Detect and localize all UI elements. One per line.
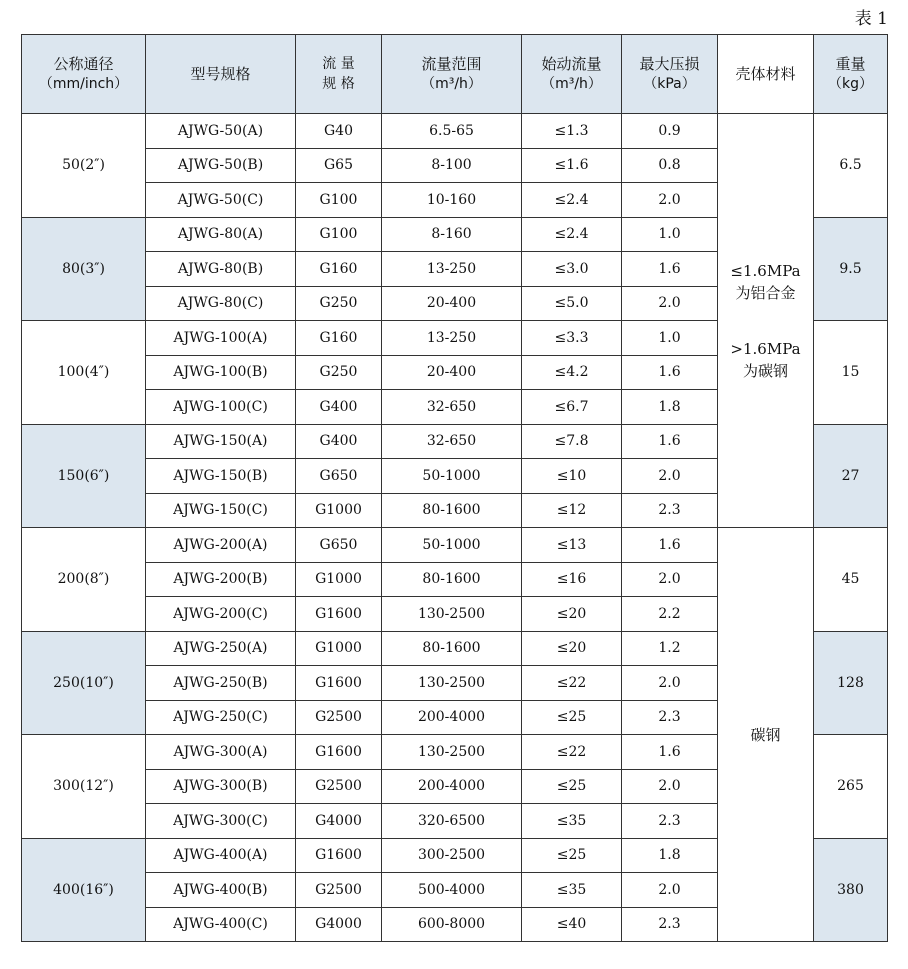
model-cell: AJWG-150(B) bbox=[146, 459, 296, 494]
flow-spec-cell: G100 bbox=[296, 183, 382, 218]
flow-range-cell: 130-2500 bbox=[382, 735, 522, 770]
nominal-diameter-cell: 250(10″) bbox=[22, 631, 146, 735]
start-flow-cell: ≤7.8 bbox=[522, 424, 622, 459]
start-flow-cell: ≤2.4 bbox=[522, 217, 622, 252]
pressure-loss-cell: 1.6 bbox=[622, 252, 718, 287]
start-flow-cell: ≤22 bbox=[522, 666, 622, 701]
header-housing-material: 壳体材料 bbox=[718, 35, 814, 114]
flow-spec-cell: G4000 bbox=[296, 907, 382, 942]
header-flow-range: 流量范围 （m³/h） bbox=[382, 35, 522, 114]
flow-range-cell: 8-100 bbox=[382, 148, 522, 183]
header-start-flow: 始动流量 （m³/h） bbox=[522, 35, 622, 114]
nominal-diameter-cell: 150(6″) bbox=[22, 424, 146, 528]
flow-spec-cell: G1600 bbox=[296, 597, 382, 632]
model-cell: AJWG-250(A) bbox=[146, 631, 296, 666]
table-row bbox=[22, 114, 888, 149]
table-caption: 表 1 bbox=[854, 9, 888, 29]
start-flow-cell: ≤2.4 bbox=[522, 183, 622, 218]
start-flow-cell: ≤3.0 bbox=[522, 252, 622, 287]
weight-cell: 6.5 bbox=[814, 114, 888, 218]
start-flow-cell: ≤25 bbox=[522, 769, 622, 804]
flow-range-cell: 200-4000 bbox=[382, 769, 522, 804]
start-flow-cell: ≤3.3 bbox=[522, 321, 622, 356]
model-cell: AJWG-250(B) bbox=[146, 666, 296, 701]
start-flow-cell: ≤25 bbox=[522, 838, 622, 873]
start-flow-cell: ≤35 bbox=[522, 873, 622, 908]
model-cell: AJWG-200(C) bbox=[146, 597, 296, 632]
flow-spec-cell: G65 bbox=[296, 148, 382, 183]
model-cell: AJWG-150(A) bbox=[146, 424, 296, 459]
flow-spec-cell: G40 bbox=[296, 114, 382, 149]
flow-spec-cell: G4000 bbox=[296, 804, 382, 839]
pressure-loss-cell: 2.3 bbox=[622, 493, 718, 528]
flow-spec-cell: G2500 bbox=[296, 769, 382, 804]
flow-spec-cell: G100 bbox=[296, 217, 382, 252]
start-flow-cell: ≤25 bbox=[522, 700, 622, 735]
flow-spec-cell: G160 bbox=[296, 252, 382, 287]
pressure-loss-cell: 1.6 bbox=[622, 355, 718, 390]
start-flow-cell: ≤10 bbox=[522, 459, 622, 494]
nominal-diameter-cell: 100(4″) bbox=[22, 321, 146, 425]
pressure-loss-cell: 2.0 bbox=[622, 769, 718, 804]
flow-range-cell: 500-4000 bbox=[382, 873, 522, 908]
start-flow-cell: ≤4.2 bbox=[522, 355, 622, 390]
pressure-loss-cell: 2.0 bbox=[622, 286, 718, 321]
model-cell: AJWG-50(B) bbox=[146, 148, 296, 183]
nominal-diameter-cell: 50(2″) bbox=[22, 114, 146, 218]
flow-spec-cell: G2500 bbox=[296, 700, 382, 735]
table-row bbox=[22, 528, 888, 563]
pressure-loss-cell: 1.2 bbox=[622, 631, 718, 666]
nominal-diameter-cell: 200(8″) bbox=[22, 528, 146, 632]
flow-spec-cell: G650 bbox=[296, 528, 382, 563]
model-cell: AJWG-400(C) bbox=[146, 907, 296, 942]
flow-spec-cell: G1000 bbox=[296, 631, 382, 666]
flow-range-cell: 80-1600 bbox=[382, 562, 522, 597]
weight-cell: 27 bbox=[814, 424, 888, 528]
header-model: 型号规格 bbox=[146, 35, 296, 114]
header-nominal-diameter: 公称通径 （mm/inch） bbox=[22, 35, 146, 114]
flow-range-cell: 20-400 bbox=[382, 355, 522, 390]
model-cell: AJWG-400(B) bbox=[146, 873, 296, 908]
pressure-loss-cell: 2.0 bbox=[622, 562, 718, 597]
pressure-loss-cell: 2.2 bbox=[622, 597, 718, 632]
pressure-loss-cell: 2.3 bbox=[622, 907, 718, 942]
weight-cell: 9.5 bbox=[814, 217, 888, 321]
material-steel-line2: 为碳钢 bbox=[742, 361, 788, 380]
model-cell: AJWG-50(A) bbox=[146, 114, 296, 149]
model-cell: AJWG-100(B) bbox=[146, 355, 296, 390]
flow-range-cell: 130-2500 bbox=[382, 597, 522, 632]
pressure-loss-cell: 1.0 bbox=[622, 217, 718, 252]
flow-spec-cell: G1600 bbox=[296, 666, 382, 701]
flow-spec-cell: G1000 bbox=[296, 562, 382, 597]
pressure-loss-cell: 2.0 bbox=[622, 666, 718, 701]
model-cell: AJWG-150(C) bbox=[146, 493, 296, 528]
flow-spec-cell: G1600 bbox=[296, 735, 382, 770]
weight-cell: 15 bbox=[814, 321, 888, 425]
start-flow-cell: ≤1.6 bbox=[522, 148, 622, 183]
flow-range-cell: 50-1000 bbox=[382, 459, 522, 494]
material-aluminium-line1: ≤1.6MPa bbox=[730, 261, 801, 280]
flow-spec-cell: G250 bbox=[296, 286, 382, 321]
start-flow-cell: ≤1.3 bbox=[522, 114, 622, 149]
pressure-loss-cell: 2.0 bbox=[622, 459, 718, 494]
start-flow-cell: ≤22 bbox=[522, 735, 622, 770]
flow-range-cell: 130-2500 bbox=[382, 666, 522, 701]
pressure-loss-cell: 0.8 bbox=[622, 148, 718, 183]
weight-cell: 380 bbox=[814, 838, 888, 942]
header-row bbox=[22, 35, 888, 114]
model-cell: AJWG-400(A) bbox=[146, 838, 296, 873]
pressure-loss-cell: 1.6 bbox=[622, 424, 718, 459]
pressure-loss-cell: 1.8 bbox=[622, 390, 718, 425]
nominal-diameter-cell: 300(12″) bbox=[22, 735, 146, 839]
pressure-loss-cell: 1.0 bbox=[622, 321, 718, 356]
flow-spec-cell: G400 bbox=[296, 424, 382, 459]
model-cell: AJWG-100(A) bbox=[146, 321, 296, 356]
start-flow-cell: ≤5.0 bbox=[522, 286, 622, 321]
flow-range-cell: 32-650 bbox=[382, 390, 522, 425]
flow-spec-cell: G650 bbox=[296, 459, 382, 494]
weight-cell: 265 bbox=[814, 735, 888, 839]
nominal-diameter-cell: 80(3″) bbox=[22, 217, 146, 321]
flow-range-cell: 600-8000 bbox=[382, 907, 522, 942]
header-flow-spec: 流 量 规 格 bbox=[296, 35, 382, 114]
start-flow-cell: ≤35 bbox=[522, 804, 622, 839]
flow-range-cell: 13-250 bbox=[382, 252, 522, 287]
pressure-loss-cell: 2.0 bbox=[622, 873, 718, 908]
model-cell: AJWG-80(B) bbox=[146, 252, 296, 287]
material-steel-line1: >1.6MPa bbox=[730, 339, 801, 358]
pressure-loss-cell: 2.3 bbox=[622, 804, 718, 839]
pressure-loss-cell: 1.6 bbox=[622, 735, 718, 770]
model-cell: AJWG-80(A) bbox=[146, 217, 296, 252]
flow-range-cell: 8-160 bbox=[382, 217, 522, 252]
flow-range-cell: 50-1000 bbox=[382, 528, 522, 563]
nominal-diameter-cell: 400(16″) bbox=[22, 838, 146, 942]
header-weight: 重量 （kg） bbox=[814, 35, 888, 114]
weight-cell: 45 bbox=[814, 528, 888, 632]
flow-range-cell: 6.5-65 bbox=[382, 114, 522, 149]
flow-range-cell: 320-6500 bbox=[382, 804, 522, 839]
flowmeter-spec-table bbox=[21, 34, 888, 942]
start-flow-cell: ≤20 bbox=[522, 597, 622, 632]
start-flow-cell: ≤16 bbox=[522, 562, 622, 597]
model-cell: AJWG-300(A) bbox=[146, 735, 296, 770]
start-flow-cell: ≤13 bbox=[522, 528, 622, 563]
flow-spec-cell: G2500 bbox=[296, 873, 382, 908]
material-aluminium-line2: 为铝合金 bbox=[735, 283, 796, 302]
flow-spec-cell: G160 bbox=[296, 321, 382, 356]
housing-material-cell-aluminium-or-steel bbox=[718, 114, 814, 528]
model-cell: AJWG-300(C) bbox=[146, 804, 296, 839]
start-flow-cell: ≤20 bbox=[522, 631, 622, 666]
pressure-loss-cell: 1.8 bbox=[622, 838, 718, 873]
start-flow-cell: ≤40 bbox=[522, 907, 622, 942]
header-max-pressure-loss: 最大压损 （kPa） bbox=[622, 35, 718, 114]
flow-range-cell: 300-2500 bbox=[382, 838, 522, 873]
flow-range-cell: 10-160 bbox=[382, 183, 522, 218]
model-cell: AJWG-300(B) bbox=[146, 769, 296, 804]
flow-range-cell: 80-1600 bbox=[382, 631, 522, 666]
pressure-loss-cell: 1.6 bbox=[622, 528, 718, 563]
model-cell: AJWG-200(B) bbox=[146, 562, 296, 597]
flow-range-cell: 20-400 bbox=[382, 286, 522, 321]
flow-range-cell: 13-250 bbox=[382, 321, 522, 356]
flow-range-cell: 80-1600 bbox=[382, 493, 522, 528]
flow-range-cell: 32-650 bbox=[382, 424, 522, 459]
model-cell: AJWG-80(C) bbox=[146, 286, 296, 321]
model-cell: AJWG-250(C) bbox=[146, 700, 296, 735]
housing-material-cell-steel: 碳钢 bbox=[718, 528, 814, 942]
flow-spec-cell: G250 bbox=[296, 355, 382, 390]
flow-spec-cell: G1000 bbox=[296, 493, 382, 528]
pressure-loss-cell: 2.0 bbox=[622, 183, 718, 218]
pressure-loss-cell: 0.9 bbox=[622, 114, 718, 149]
model-cell: AJWG-200(A) bbox=[146, 528, 296, 563]
start-flow-cell: ≤12 bbox=[522, 493, 622, 528]
start-flow-cell: ≤6.7 bbox=[522, 390, 622, 425]
model-cell: AJWG-50(C) bbox=[146, 183, 296, 218]
flow-range-cell: 200-4000 bbox=[382, 700, 522, 735]
flow-spec-cell: G1600 bbox=[296, 838, 382, 873]
pressure-loss-cell: 2.3 bbox=[622, 700, 718, 735]
flow-spec-cell: G400 bbox=[296, 390, 382, 425]
model-cell: AJWG-100(C) bbox=[146, 390, 296, 425]
weight-cell: 128 bbox=[814, 631, 888, 735]
